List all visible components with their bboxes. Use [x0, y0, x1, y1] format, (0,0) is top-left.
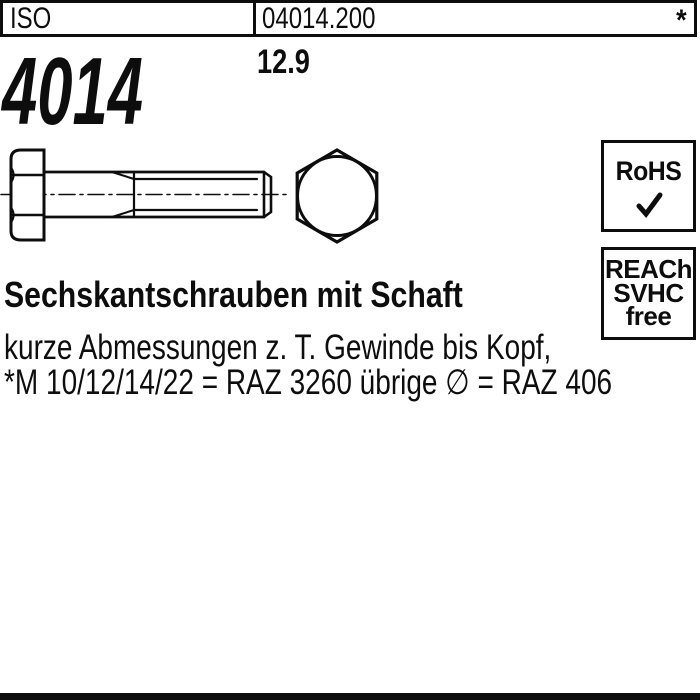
rohs-label: RoHS	[615, 156, 682, 186]
header-cell-standard	[3, 3, 256, 34]
product-description	[4, 330, 612, 400]
note-marker-asterisk: *	[676, 3, 687, 37]
checkmark-icon	[632, 190, 666, 218]
product-title: Sechskantschrauben mit Schaft	[4, 274, 463, 315]
reach-line-2: SVHC	[613, 277, 684, 308]
header-cell-article	[256, 1, 694, 37]
bottom-divider-bar	[0, 693, 700, 700]
rohs-badge	[601, 140, 696, 232]
header-bar	[0, 0, 697, 37]
bolt-end-view	[297, 150, 377, 242]
reach-badge	[601, 247, 696, 340]
article-number: 04014.200	[262, 1, 376, 35]
reach-line-3: free	[625, 301, 672, 332]
strength-class: 12.9	[257, 43, 310, 81]
bolt-technical-drawing	[0, 140, 400, 252]
reach-line-1: REACh	[604, 254, 693, 285]
standard-label: ISO	[10, 1, 52, 35]
product-description-line-1: kurze Abmessungen z. T. Gewinde bis Kopf,	[4, 328, 552, 367]
product-description-line-2: *M 10/12/14/22 = RAZ 3260 übrige ∅ = RAZ 406	[4, 363, 613, 402]
standard-number-logo: 4014	[2, 38, 143, 145]
